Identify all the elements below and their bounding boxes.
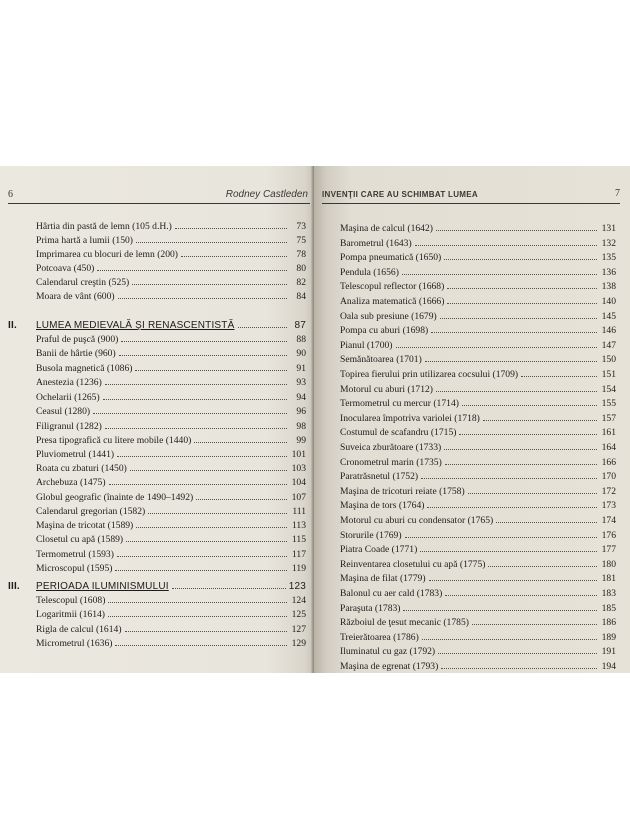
dot-leader [136,233,287,243]
entry-page-number: 181 [601,573,616,584]
toc-entry [36,561,306,575]
entry-title: Hârtia din pastă de lemn (105 d.H.) [36,221,172,232]
entry-page-number: 183 [601,588,616,599]
toc-entry [36,547,306,561]
dot-leader [429,571,597,581]
dot-leader [194,433,287,443]
entry-title: Maşina de tors (1764) [340,500,425,511]
dot-leader [447,279,597,289]
toc-entry [340,542,616,556]
entry-page-number: 104 [291,477,306,488]
entry-title: Pendula (1656) [340,267,399,278]
entry-page-number: 176 [601,530,616,541]
entry-page-number: 117 [291,549,306,560]
entry-page-number: 177 [601,544,616,555]
toc-entry [36,419,306,433]
entry-page-number: 189 [601,632,616,643]
dot-leader [472,615,597,625]
toc-entry [340,571,616,585]
toc-entry [340,250,616,264]
toc-entry [340,265,616,279]
dot-leader [396,338,598,348]
page-number: 6 [8,189,13,200]
dot-leader [135,361,287,371]
toc-entry [36,461,306,475]
toc-entry [340,323,616,337]
dot-leader [402,265,597,275]
toc-entry [36,390,306,404]
dot-leader [172,579,286,589]
dot-leader [108,607,287,617]
toc-list-left [0,166,314,673]
dot-leader [117,447,287,457]
dot-leader [136,518,287,528]
entry-title: Oala sub presiune (1679) [340,311,437,322]
dot-leader [115,636,287,646]
entry-page-number: 138 [601,281,616,292]
entry-page-number: 78 [296,249,306,260]
entry-page-number: 111 [292,506,306,517]
running-author: Rodney Castleden [225,189,308,200]
entry-title: Ochelarii (1265) [36,392,100,403]
section-numeral: III. [8,581,20,592]
toc-entry [340,367,616,381]
entry-page-number: 90 [296,348,306,359]
dot-leader [119,346,287,356]
dot-leader [125,622,287,632]
section-title: LUMEA MEDIEVALĂ ŞI RENASCENTISTĂ [36,320,235,331]
dot-leader [421,469,597,479]
toc-entry [340,440,616,454]
toc-entry [340,382,616,396]
entry-page-number: 166 [601,457,616,468]
entry-title: Piatra Coade (1771) [340,544,418,555]
entry-title: Ceasul (1280) [36,406,91,417]
entry-title: Maşina de filat (1779) [340,573,426,584]
toc-entry [36,607,306,621]
dot-leader [121,332,287,342]
toc-entry [340,221,616,235]
entry-title: Rigla de calcul (1614) [36,624,122,635]
dot-leader [459,425,597,435]
toc-entry [340,601,616,615]
entry-title: Micrometrul (1636) [36,638,113,649]
dot-leader [444,440,597,450]
entry-page-number: 99 [296,435,306,446]
dot-leader [105,375,287,385]
entry-title: Globul geografic (înainte de 1490–1492) [36,492,194,503]
entry-page-number: 155 [601,398,616,409]
toc-entry [36,332,306,346]
toc-entry [36,219,306,233]
entry-page-number: 101 [291,449,306,460]
section-title: PERIOADA ILUMINISMULUI [36,581,169,592]
toc-list-right [314,166,630,673]
entry-title: Anestezia (1236) [36,377,102,388]
dot-leader [468,484,597,494]
toc-entry [340,484,616,498]
entry-title: Termometrul (1593) [36,549,114,560]
dot-leader [445,586,597,596]
toc-entry [340,396,616,410]
entry-title: Prima hartă a lumii (150) [36,235,133,246]
entry-page-number: 73 [296,221,306,232]
toc-entry [340,352,616,366]
toc-entry [36,433,306,447]
toc-entry [340,236,616,250]
toc-entry [36,622,306,636]
entry-page-number: 180 [601,559,616,570]
dot-leader [440,309,597,319]
dot-leader [420,542,597,552]
entry-title: Busola magnetică (1086) [36,363,133,374]
entry-title: Closetul cu apă (1589) [36,534,124,545]
entry-page-number: 140 [601,296,616,307]
entry-page-number: 103 [291,463,306,474]
dot-leader [238,318,288,328]
dot-leader [118,289,287,299]
dot-leader [103,390,287,400]
toc-entry [36,404,306,418]
toc-entry [36,447,306,461]
left-page [0,166,314,673]
entry-page-number: 115 [291,534,306,545]
toc-entry [36,636,306,650]
entry-page-number: 93 [296,377,306,388]
entry-title: Balonul cu aer cald (1783) [340,588,443,599]
toc-entry [36,275,306,289]
toc-entry [36,518,306,532]
entry-page-number: 132 [601,238,616,249]
dot-leader [488,557,597,567]
entry-title: Calendarul gregorian (1582) [36,506,146,517]
section-numeral: II. [8,320,17,331]
dot-leader [496,513,597,523]
toc-entry [36,261,306,275]
dot-leader [483,411,597,421]
entry-page-number: 80 [296,263,306,274]
entry-title: Calendarul creştin (525) [36,277,130,288]
entry-title: Motorul cu aburi (1712) [340,384,433,395]
entry-page-number: 91 [296,363,306,374]
entry-page-number: 82 [296,277,306,288]
dot-leader [117,547,287,557]
toc-entry [340,513,616,527]
toc-entry [340,586,616,600]
entry-title: Iluminatul cu gaz (1792) [340,646,436,657]
dot-leader [445,455,597,465]
dot-leader [97,261,287,271]
dot-leader [93,404,287,414]
toc-entry [36,247,306,261]
entry-title: Pompa pneumatică (1650) [340,252,442,263]
entry-title: Logaritmii (1614) [36,609,106,620]
dot-leader [441,659,597,669]
toc-entry [340,279,616,293]
entry-title: Suveica zburătoare (1733) [340,442,442,453]
entry-title: Moara de vânt (600) [36,291,115,302]
toc-entry [340,294,616,308]
entry-title: Pianul (1700) [340,340,393,351]
entry-page-number: 172 [601,486,616,497]
dot-leader [436,221,597,231]
dot-leader [431,323,597,333]
entry-title: Barometrul (1643) [340,238,412,249]
dot-leader [175,219,287,229]
entry-title: Pluviometrul (1441) [36,449,115,460]
dot-leader [415,236,597,246]
entry-title: Telescopul reflector (1668) [340,281,445,292]
entry-title: Paratrăsnetul (1752) [340,471,419,482]
toc-entry [340,411,616,425]
entry-page-number: 123 [288,581,306,592]
entry-title: Treierătoarea (1786) [340,632,419,643]
entry-title: Paraşuta (1783) [340,603,401,614]
entry-page-number: 161 [601,427,616,438]
toc-entry [340,528,616,542]
entry-page-number: 135 [601,252,616,263]
entry-title: Microscopul (1595) [36,563,113,574]
dot-leader [444,250,597,260]
entry-title: Maşina de tricoturi reiate (1758) [340,486,465,497]
entry-page-number: 96 [296,406,306,417]
toc-entry [36,490,306,504]
entry-title: Telescopul (1608) [36,595,106,606]
right-page [314,166,630,673]
entry-page-number: 147 [601,340,616,351]
toc-entry [36,361,306,375]
entry-page-number: 131 [601,223,616,234]
entry-title: Potcoava (450) [36,263,95,274]
toc-section-heading [8,318,306,332]
toc-entry [340,630,616,644]
entry-title: Banii de hârtie (960) [36,348,116,359]
entry-title: Motorul cu aburi cu condensator (1765) [340,515,494,526]
toc-entry [36,475,306,489]
entry-title: Maşina de egrenat (1793) [340,661,439,672]
toc-entry [36,346,306,360]
dot-leader [109,475,287,485]
toc-entry [340,498,616,512]
entry-page-number: 107 [291,492,306,503]
toc-entry [36,375,306,389]
dot-leader [447,294,597,304]
entry-title: Pompa cu aburi (1698) [340,325,429,336]
entry-title: Imprimarea cu blocuri de lemn (200) [36,249,178,260]
dot-leader [148,504,287,514]
entry-title: Archebuza (1475) [36,477,106,488]
entry-page-number: 151 [601,369,616,380]
dot-leader [108,593,287,603]
dot-leader [405,528,597,538]
entry-page-number: 127 [291,624,306,635]
toc-entry [340,644,616,658]
entry-page-number: 75 [296,235,306,246]
entry-page-number: 146 [601,325,616,336]
toc-entry [36,233,306,247]
entry-page-number: 194 [601,661,616,672]
toc-entry [340,309,616,323]
entry-page-number: 98 [296,421,306,432]
dot-leader [422,630,597,640]
entry-page-number: 164 [601,442,616,453]
dot-leader [115,561,287,571]
entry-title: Semănătoarea (1701) [340,354,422,365]
entry-title: Praful de puşcă (900) [36,334,119,345]
entry-title: Storurile (1769) [340,530,402,541]
dot-leader [181,247,287,257]
entry-page-number: 136 [601,267,616,278]
toc-entry [340,469,616,483]
entry-page-number: 157 [601,413,616,424]
entry-page-number: 84 [296,291,306,302]
dot-leader [462,396,597,406]
toc-entry [340,455,616,469]
dot-leader [425,352,597,362]
entry-page-number: 129 [291,638,306,649]
toc-entry [36,532,306,546]
entry-page-number: 87 [294,320,306,331]
entry-page-number: 119 [291,563,306,574]
entry-page-number: 185 [601,603,616,614]
dot-leader [521,367,597,377]
dot-leader [130,461,287,471]
entry-page-number: 125 [291,609,306,620]
entry-title: Filigranul (1282) [36,421,102,432]
entry-page-number: 124 [291,595,306,606]
dot-leader [126,532,287,542]
entry-title: Presa tipografică cu litere mobile (1440) [36,435,192,446]
entry-title: Analiza matematică (1666) [340,296,445,307]
entry-page-number: 170 [601,471,616,482]
entry-title: Maşina de tricotat (1589) [36,520,134,531]
toc-entry [36,504,306,518]
toc-entry [36,593,306,607]
toc-entry [340,615,616,629]
entry-page-number: 154 [601,384,616,395]
entry-page-number: 191 [601,646,616,657]
entry-page-number: 145 [601,311,616,322]
entry-page-number: 186 [601,617,616,628]
dot-leader [132,275,287,285]
dot-leader [403,601,597,611]
dot-leader [438,644,597,654]
dot-leader [436,382,597,392]
entry-title: Cronometrul marin (1735) [340,457,442,468]
entry-page-number: 150 [601,354,616,365]
entry-page-number: 94 [296,392,306,403]
dot-leader [427,498,597,508]
toc-entry [340,338,616,352]
entry-title: Reinventarea closetului cu apă (1775) [340,559,486,570]
toc-entry [340,659,616,673]
dot-leader [105,419,287,429]
toc-entry [340,557,616,571]
open-book [0,166,630,673]
entry-page-number: 113 [291,520,306,531]
toc-entry [36,289,306,303]
entry-title: Costumul de scafandru (1715) [340,427,457,438]
toc-section-heading [8,579,306,593]
toc-entry [340,425,616,439]
entry-title: Termometrul cu mercur (1714) [340,398,459,409]
entry-page-number: 173 [601,500,616,511]
page-number: 7 [615,188,620,199]
entry-page-number: 174 [601,515,616,526]
dot-leader [196,490,287,500]
entry-title: Inocularea împotriva variolei (1718) [340,413,480,424]
entry-page-number: 88 [296,334,306,345]
entry-title: Maşina de calcul (1642) [340,223,433,234]
entry-title: Roata cu zbaturi (1450) [36,463,127,474]
entry-title: Topirea fierului prin utilizarea cocsului (1709) [340,369,519,380]
entry-title: Războiul de ţesut mecanic (1785) [340,617,469,628]
running-title: INVENŢII CARE AU SCHIMBAT LUMEA [322,190,478,199]
